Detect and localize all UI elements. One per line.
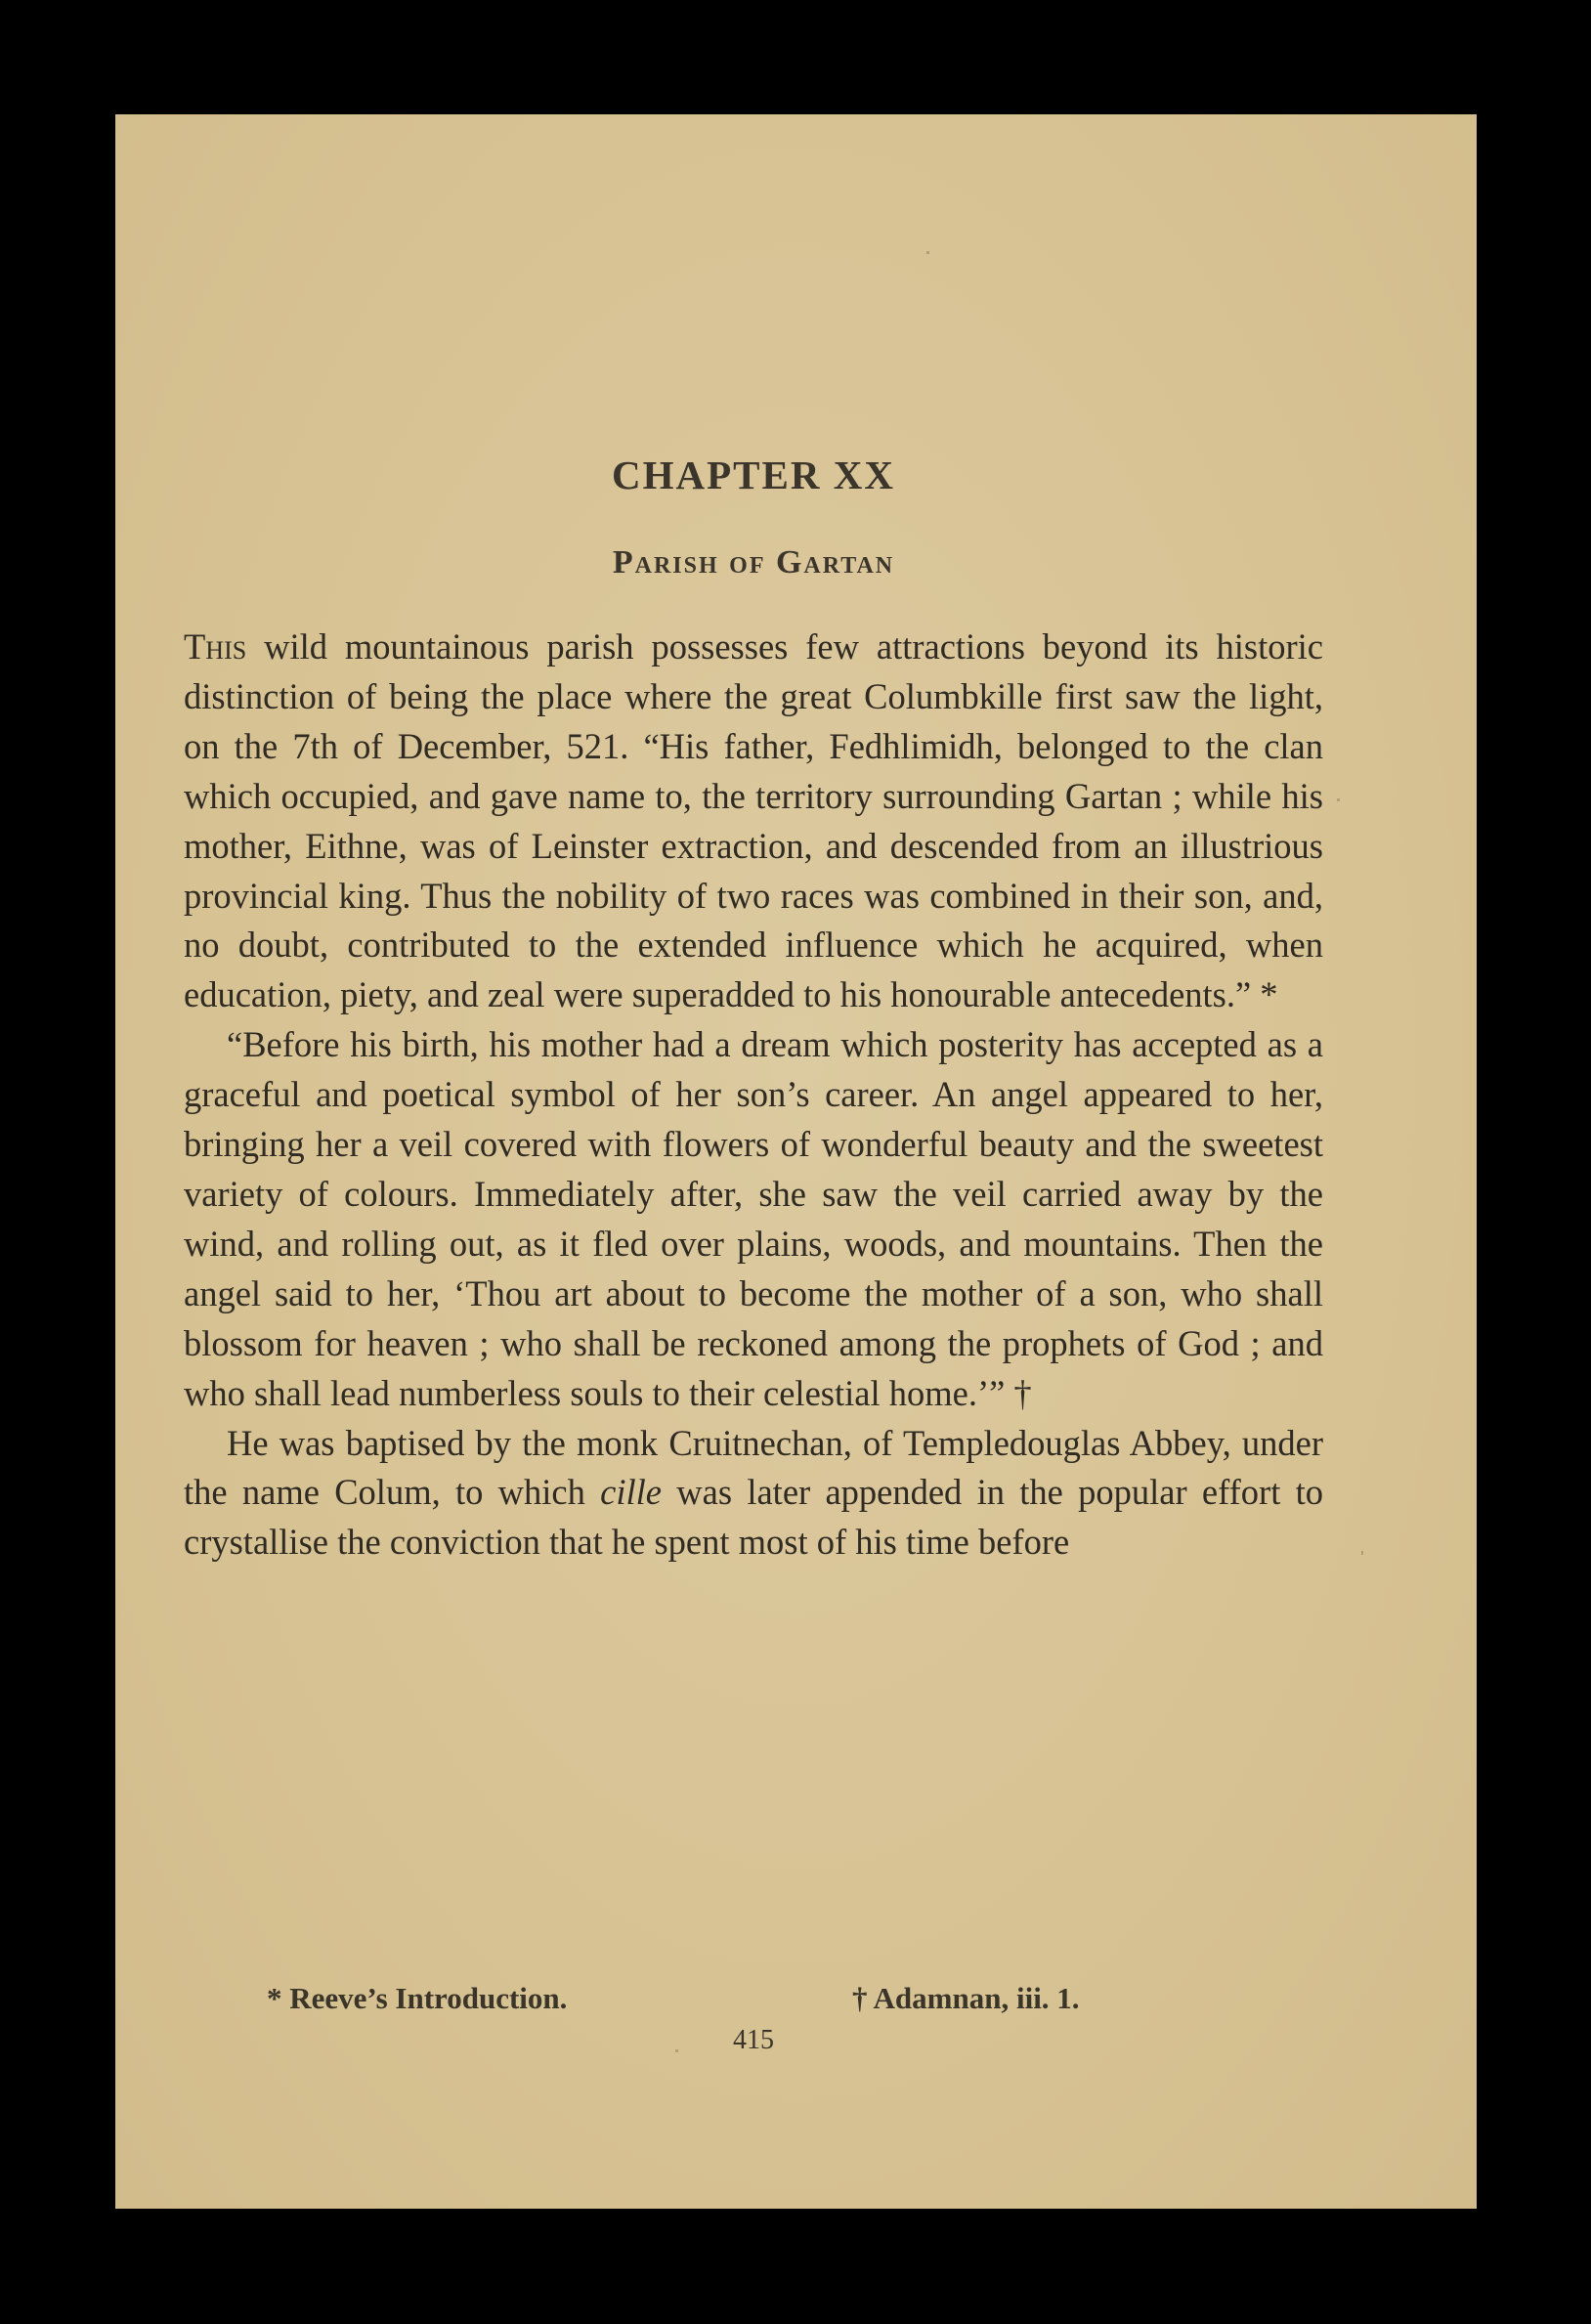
- paragraph-3: [184, 1419, 1323, 1569]
- paragraph-1-text: wild mountainous parish possesses few attractions beyond its historic distinction of being the place where the great Columbkille first saw the light, on the 7th of December, 521. “His father, Fedhlimidh, belonged to the clan which occupied, and gave name to, the territory surrounding Gartan ; while his mother, Eithne, was of Leinster extraction, and descended from an illustrious provincial king. Thus the nobility of two races was combined in their son, and, no doubt, contributed to the extended influence which he acquired, when education, piety, and zeal were superadded to his honourable antecedents.” *: [184, 626, 1323, 1015]
- footnotes: [184, 1981, 1323, 2025]
- paper-speck: [1361, 1551, 1363, 1555]
- page-number: 415: [733, 2025, 774, 2055]
- paragraph-1: [184, 623, 1323, 1020]
- body-text: [184, 623, 1323, 1568]
- paragraph-3-italic-word: cille: [600, 1472, 662, 1513]
- paragraph-3-text-end: was later appended in the popular effort to crystallise the conviction that he spent most of his time before: [184, 1472, 1324, 1563]
- footnote-adamnan: † Adamnan, iii. 1.: [852, 1981, 1080, 2015]
- paragraph-3-text-start: He was baptised by the monk Cruitnechan, of Templedouglas Abbey, under the name Colum, to which: [184, 1422, 1323, 1513]
- footnote-reeve: * Reeve’s Introduction.: [267, 1981, 568, 2015]
- paragraph-2: “Before his birth, his mother had a dream which posterity has accepted as a graceful and poetical symbol of her son’s career. An angel appeared to her, bringing her a veil covered with flowers of wonderful beauty and the sweetest variety of colours. Immediately after, she saw the veil carried away by the wind, and rolling out, as it fled over plains, woods, and mountains. Then the angel said to her, ‘Thou art about to become the mother of a son, who shall blossom for heaven ; who shall be reckoned among the prophets of God ; and who shall lead numberless souls to their celestial home.’” †: [184, 1024, 1323, 1413]
- paper-speck: [926, 251, 929, 254]
- book-page: [115, 114, 1477, 2209]
- lead-word: This: [184, 626, 247, 667]
- chapter-title: CHAPTER XX: [612, 452, 895, 497]
- paper-speck: [1337, 798, 1340, 801]
- section-title: Parish of Gartan: [612, 544, 895, 581]
